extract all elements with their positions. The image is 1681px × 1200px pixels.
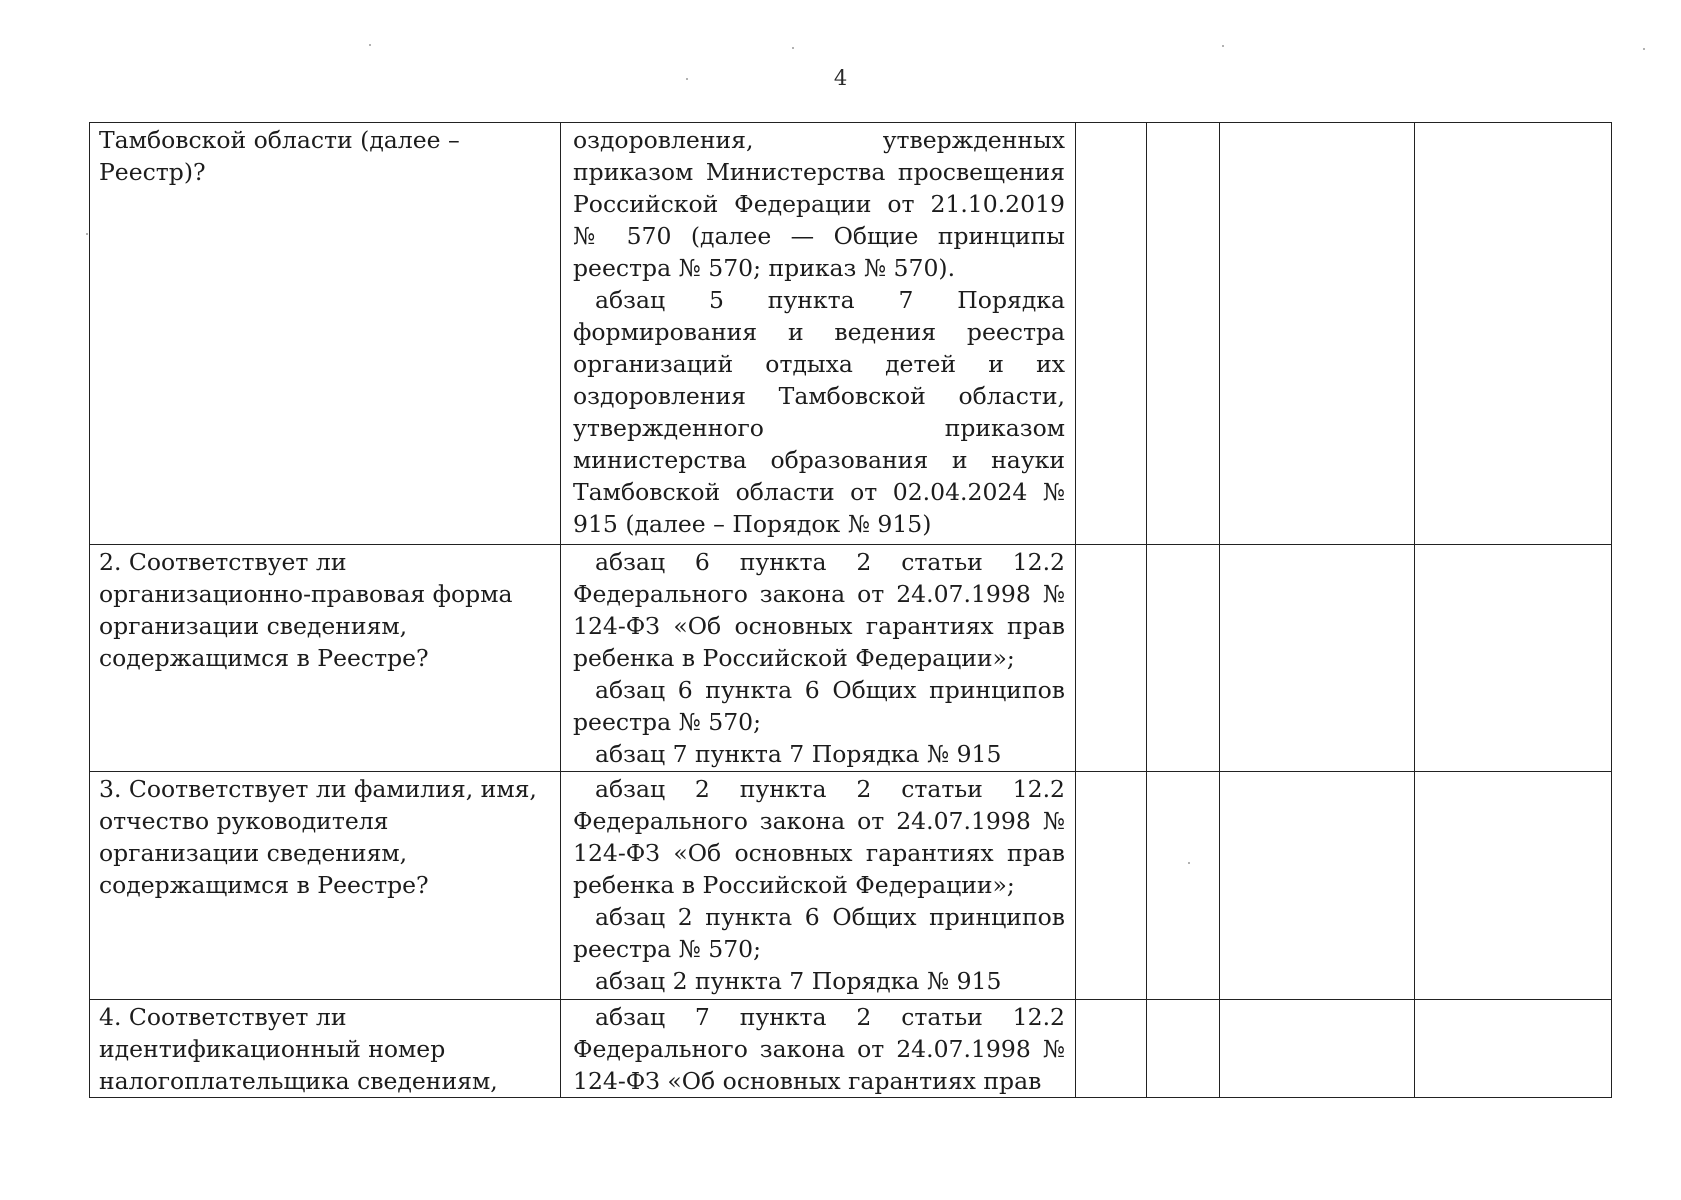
scan-speck [686, 78, 688, 80]
legal-reference-text: абзац 6 пункта 6 Общих принципов реестра № 570; [573, 676, 1065, 736]
note-cell[interactable] [1415, 545, 1612, 772]
answer-no-cell[interactable] [1147, 772, 1220, 1000]
note-cell[interactable] [1415, 1000, 1612, 1098]
question-cell [90, 123, 561, 545]
scan-speck [792, 47, 794, 49]
question-text: 4. Соответствует ли идентификационный номер налогоплательщика сведениям, [99, 1003, 498, 1095]
legal-reference-text: оздоровления, утвержденных приказом Министерства просвещения Российской Федерации от 21.10.2019 № 570 (далее — Общие принципы реестра № 570; приказ № 570). [573, 126, 1065, 282]
note-cell[interactable] [1415, 123, 1612, 545]
table-row [90, 545, 1612, 772]
not-applicable-cell[interactable] [1220, 772, 1415, 1000]
page-number: 4 [833, 66, 848, 90]
legal-reference-cell [561, 123, 1076, 545]
legal-reference-text: абзац 5 пункта 7 Порядка формирования и ведения реестра организаций отдыха детей и их оздоровления Тамбовской области, утвержденного приказом министерства образования и науки Тамбовской области от 02.04.2024 № 915 (далее – Порядок № 915) [573, 286, 1065, 538]
answer-no-cell[interactable] [1147, 1000, 1220, 1098]
legal-reference-text: абзац 2 пункта 6 Общих принципов реестра № 570; [573, 903, 1065, 963]
question-cell [90, 1000, 561, 1098]
table-row [90, 772, 1612, 1000]
legal-reference-text: абзац 7 пункта 2 статьи 12.2 Федерального закона от 24.07.1998 № 124-ФЗ «Об основных гарантиях прав [573, 1003, 1065, 1095]
answer-no-cell[interactable] [1147, 123, 1220, 545]
table-row [90, 1000, 1612, 1098]
legal-reference-cell [561, 545, 1076, 772]
not-applicable-cell[interactable] [1220, 1000, 1415, 1098]
answer-yes-cell[interactable] [1076, 1000, 1147, 1098]
legal-reference-cell [561, 1000, 1076, 1098]
question-cell [90, 545, 561, 772]
scan-speck [1188, 862, 1190, 864]
legal-reference-text: абзац 2 пункта 7 Порядка № 915 [595, 967, 1002, 995]
question-text: 2. Соответствует ли организационно-правовая форма организации сведениям, содержащимся в Реестре? [99, 548, 513, 672]
answer-yes-cell[interactable] [1076, 545, 1147, 772]
answer-no-cell[interactable] [1147, 545, 1220, 772]
checklist-table [89, 122, 1612, 1098]
scan-speck [1222, 45, 1224, 47]
note-cell[interactable] [1415, 772, 1612, 1000]
legal-reference-text: абзац 2 пункта 2 статьи 12.2 Федерального закона от 24.07.1998 № 124-ФЗ «Об основных гарантиях прав ребенка в Российской Федерации»; [573, 775, 1065, 899]
question-text: Тамбовской области (далее – Реестр)? [99, 126, 460, 186]
legal-reference-text: абзац 7 пункта 7 Порядка № 915 [595, 740, 1002, 768]
scan-speck [1643, 48, 1645, 50]
scan-speck [86, 233, 88, 235]
answer-yes-cell[interactable] [1076, 123, 1147, 545]
answer-yes-cell[interactable] [1076, 772, 1147, 1000]
legal-reference-text: абзац 6 пункта 2 статьи 12.2 Федерального закона от 24.07.1998 № 124-ФЗ «Об основных гарантиях прав ребенка в Российской Федерации»; [573, 548, 1065, 672]
table-row [90, 123, 1612, 545]
legal-reference-cell [561, 772, 1076, 1000]
scan-speck [369, 44, 371, 46]
not-applicable-cell[interactable] [1220, 123, 1415, 545]
question-cell [90, 772, 561, 1000]
not-applicable-cell[interactable] [1220, 545, 1415, 772]
question-text: 3. Соответствует ли фамилия, имя, отчество руководителя организации сведениям, содержащимся в Реестре? [99, 775, 537, 899]
